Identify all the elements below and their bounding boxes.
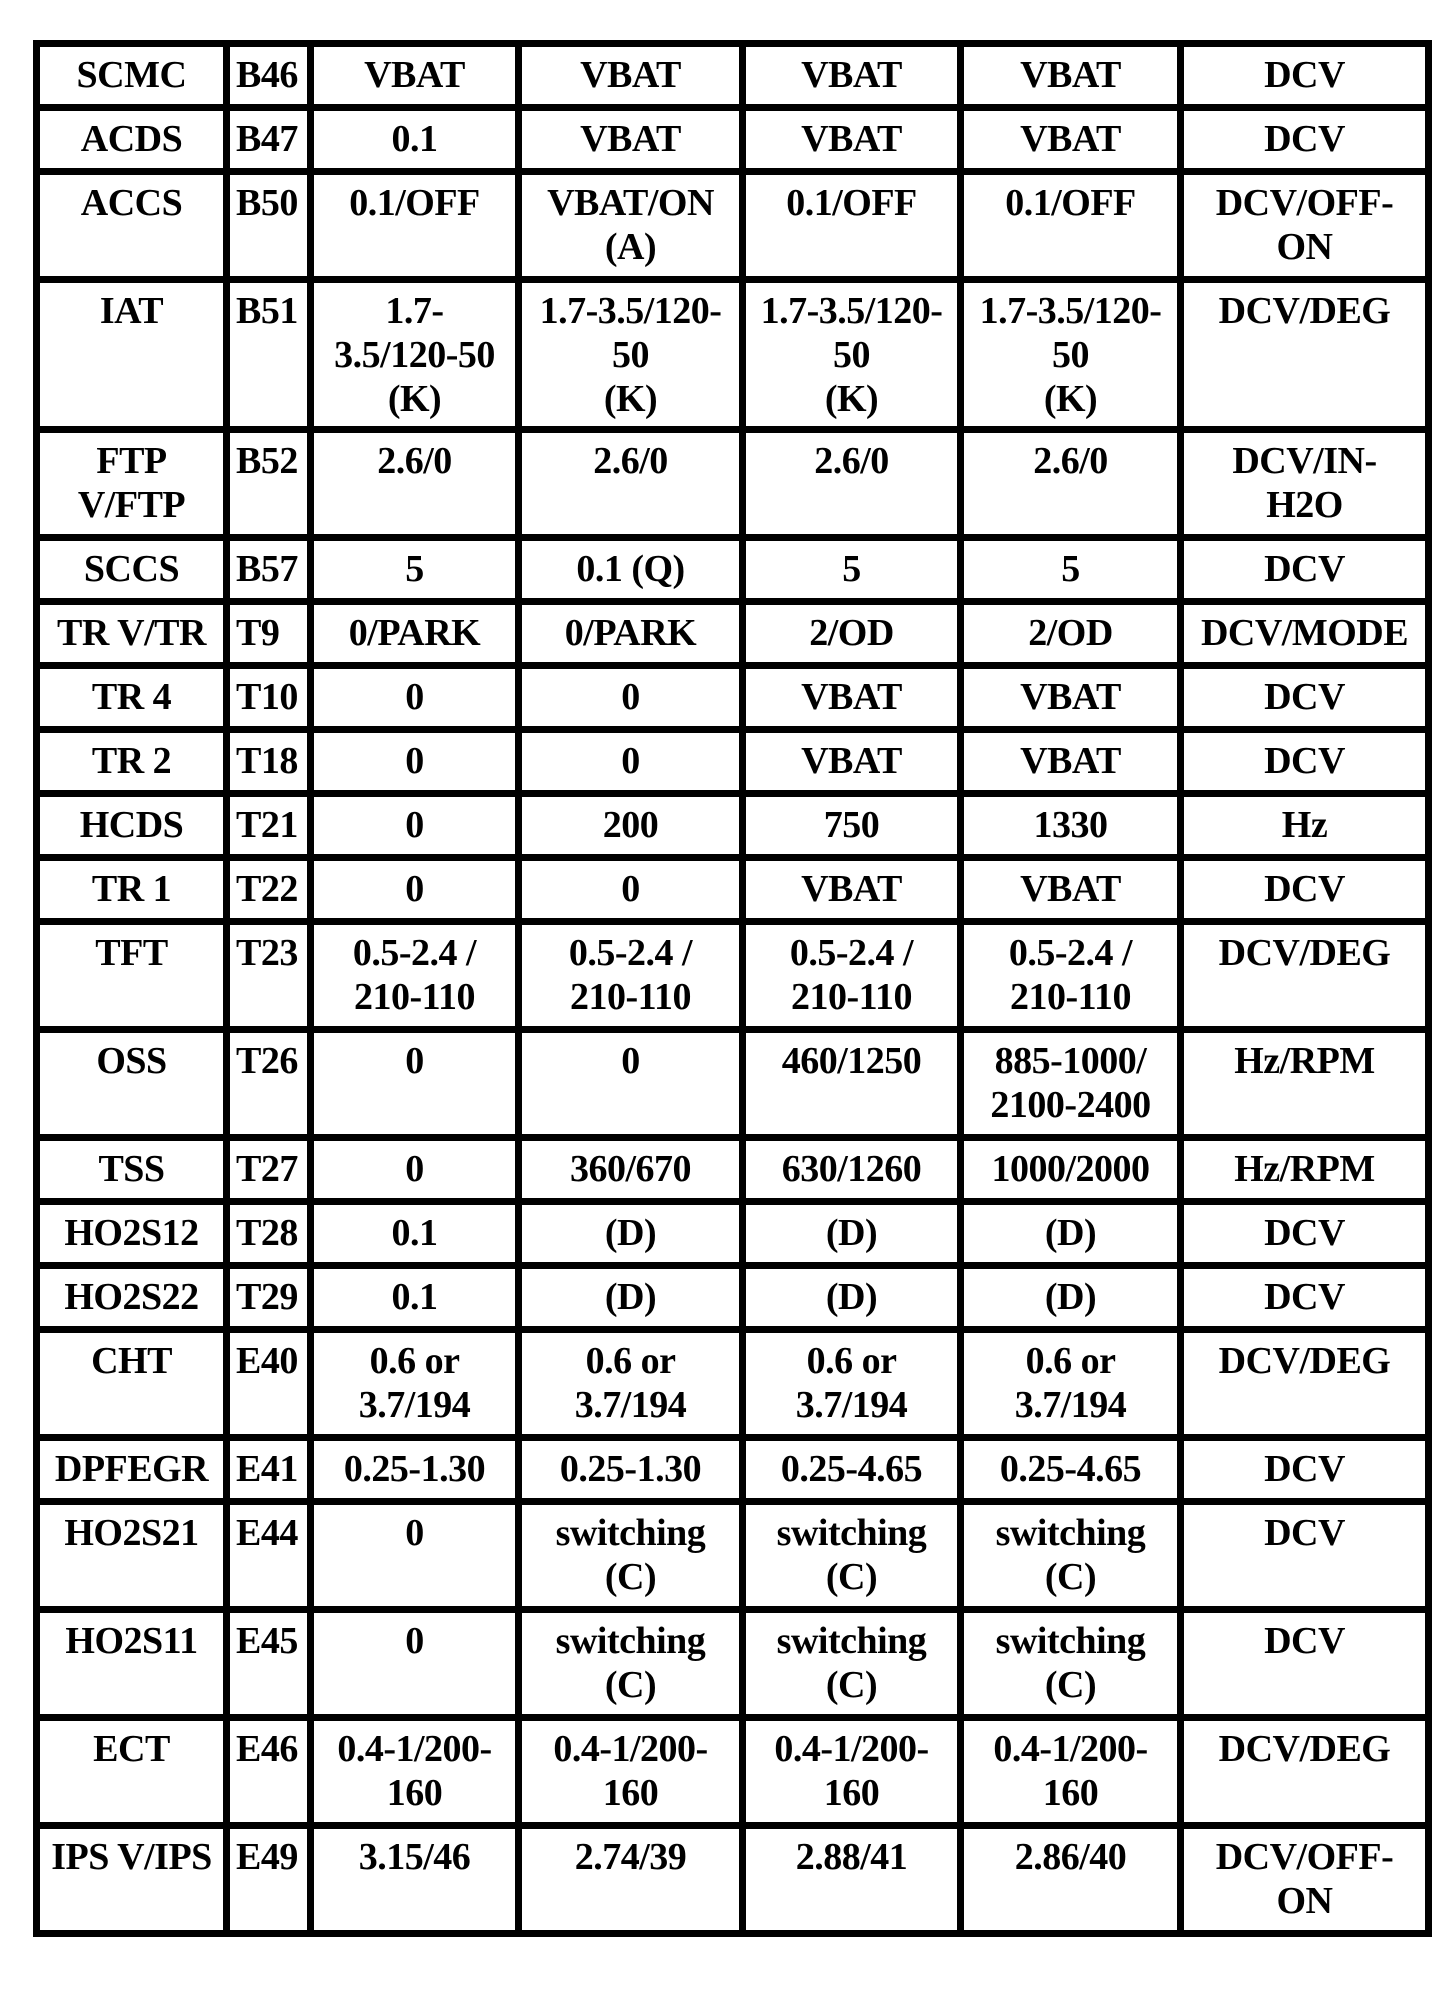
pid-name-cell: HO2S21: [37, 1502, 227, 1610]
value-cell-3: 5: [743, 538, 961, 602]
table-row: [37, 108, 1429, 172]
value-cell-4: 0.1/OFF: [961, 172, 1181, 280]
unit-cell: DCV: [1181, 44, 1429, 108]
pid-name-cell: HCDS: [37, 794, 227, 858]
value-cell-1: 0: [311, 1138, 519, 1202]
value-cell-1: 2.6/0: [311, 430, 519, 538]
value-cell-3: 0.1/OFF: [743, 172, 961, 280]
value-cell-4: (D): [961, 1202, 1181, 1266]
pid-name-cell: CHT: [37, 1330, 227, 1438]
value-cell-4: 0.5-2.4 / 210-110: [961, 922, 1181, 1030]
unit-cell: DCV/DEG: [1181, 280, 1429, 430]
pin-cell: T26: [227, 1030, 311, 1138]
value-cell-1: 0.25-1.30: [311, 1438, 519, 1502]
unit-cell: DCV/MODE: [1181, 602, 1429, 666]
value-cell-3: (D): [743, 1202, 961, 1266]
table-row: [37, 280, 1429, 430]
value-cell-4: 0.4-1/200- 160: [961, 1718, 1181, 1826]
table-row: [37, 858, 1429, 922]
value-cell-1: 3.15/46: [311, 1826, 519, 1934]
pid-name-cell: IAT: [37, 280, 227, 430]
value-cell-1: 0.4-1/200- 160: [311, 1718, 519, 1826]
value-cell-1: 0: [311, 1610, 519, 1718]
table-row: [37, 1610, 1429, 1718]
pin-cell: T21: [227, 794, 311, 858]
unit-cell: Hz/RPM: [1181, 1030, 1429, 1138]
value-cell-4: 2/OD: [961, 602, 1181, 666]
value-cell-2: 0.4-1/200- 160: [519, 1718, 743, 1826]
unit-cell: DCV: [1181, 1502, 1429, 1610]
value-cell-4: 885-1000/ 2100-2400: [961, 1030, 1181, 1138]
unit-cell: DCV: [1181, 1610, 1429, 1718]
unit-cell: DCV: [1181, 1266, 1429, 1330]
pin-cell: T23: [227, 922, 311, 1030]
table-row: [37, 1826, 1429, 1934]
value-cell-2: 0.25-1.30: [519, 1438, 743, 1502]
value-cell-1: 5: [311, 538, 519, 602]
value-cell-4: 0.6 or 3.7/194: [961, 1330, 1181, 1438]
pid-table-container: [33, 40, 1425, 1937]
unit-cell: DCV/IN- H2O: [1181, 430, 1429, 538]
value-cell-2: 360/670: [519, 1138, 743, 1202]
value-cell-1: 0.5-2.4 / 210-110: [311, 922, 519, 1030]
value-cell-3: 0.25-4.65: [743, 1438, 961, 1502]
pin-cell: T10: [227, 666, 311, 730]
value-cell-4: 2.6/0: [961, 430, 1181, 538]
pin-cell: T29: [227, 1266, 311, 1330]
unit-cell: Hz/RPM: [1181, 1138, 1429, 1202]
pin-cell: T22: [227, 858, 311, 922]
pid-name-cell: TR V/TR: [37, 602, 227, 666]
value-cell-1: 0.1: [311, 1202, 519, 1266]
value-cell-2: 0: [519, 666, 743, 730]
value-cell-4: VBAT: [961, 666, 1181, 730]
value-cell-3: 2/OD: [743, 602, 961, 666]
pid-name-cell: TSS: [37, 1138, 227, 1202]
table-row: [37, 44, 1429, 108]
pid-name-cell: FTP V/FTP: [37, 430, 227, 538]
value-cell-4: VBAT: [961, 858, 1181, 922]
value-cell-4: VBAT: [961, 730, 1181, 794]
pid-name-cell: SCMC: [37, 44, 227, 108]
pin-cell: E49: [227, 1826, 311, 1934]
pid-name-cell: ECT: [37, 1718, 227, 1826]
table-row: [37, 1330, 1429, 1438]
table-row: [37, 1266, 1429, 1330]
pid-name-cell: IPS V/IPS: [37, 1826, 227, 1934]
table-row: [37, 1030, 1429, 1138]
value-cell-3: 750: [743, 794, 961, 858]
pin-cell: T27: [227, 1138, 311, 1202]
unit-cell: DCV: [1181, 1438, 1429, 1502]
value-cell-4: 0.25-4.65: [961, 1438, 1181, 1502]
value-cell-2: 0: [519, 1030, 743, 1138]
value-cell-4: 1000/2000: [961, 1138, 1181, 1202]
value-cell-2: 0.1 (Q): [519, 538, 743, 602]
table-row: [37, 730, 1429, 794]
pid-name-cell: TR 1: [37, 858, 227, 922]
value-cell-4: 5: [961, 538, 1181, 602]
value-cell-4: 1330: [961, 794, 1181, 858]
unit-cell: DCV/OFF- ON: [1181, 1826, 1429, 1934]
value-cell-4: switching (C): [961, 1610, 1181, 1718]
pin-cell: T9: [227, 602, 311, 666]
unit-cell: DCV/DEG: [1181, 1718, 1429, 1826]
unit-cell: DCV: [1181, 666, 1429, 730]
value-cell-4: VBAT: [961, 108, 1181, 172]
value-cell-1: 0.1: [311, 108, 519, 172]
unit-cell: DCV/OFF- ON: [1181, 172, 1429, 280]
pid-name-cell: TR 4: [37, 666, 227, 730]
unit-cell: DCV/DEG: [1181, 922, 1429, 1030]
pin-cell: E44: [227, 1502, 311, 1610]
value-cell-1: VBAT: [311, 44, 519, 108]
value-cell-3: switching (C): [743, 1610, 961, 1718]
value-cell-1: 0/PARK: [311, 602, 519, 666]
value-cell-4: switching (C): [961, 1502, 1181, 1610]
value-cell-2: (D): [519, 1266, 743, 1330]
value-cell-3: switching (C): [743, 1502, 961, 1610]
value-cell-3: (D): [743, 1266, 961, 1330]
value-cell-2: 2.6/0: [519, 430, 743, 538]
value-cell-3: 0.6 or 3.7/194: [743, 1330, 961, 1438]
value-cell-2: VBAT/ON (A): [519, 172, 743, 280]
pid-name-cell: SCCS: [37, 538, 227, 602]
value-cell-1: 1.7- 3.5/120-50 (K): [311, 280, 519, 430]
unit-cell: DCV: [1181, 108, 1429, 172]
value-cell-2: 1.7-3.5/120- 50 (K): [519, 280, 743, 430]
table-row: [37, 922, 1429, 1030]
value-cell-2: 0: [519, 858, 743, 922]
table-row: [37, 1202, 1429, 1266]
unit-cell: DCV: [1181, 730, 1429, 794]
value-cell-3: 1.7-3.5/120- 50 (K): [743, 280, 961, 430]
pid-name-cell: ACCS: [37, 172, 227, 280]
value-cell-1: 0: [311, 794, 519, 858]
value-cell-3: 2.88/41: [743, 1826, 961, 1934]
pin-cell: E45: [227, 1610, 311, 1718]
pin-cell: B47: [227, 108, 311, 172]
value-cell-3: 0.4-1/200- 160: [743, 1718, 961, 1826]
table-body: [37, 44, 1429, 1934]
value-cell-4: 1.7-3.5/120- 50 (K): [961, 280, 1181, 430]
pid-name-cell: DPFEGR: [37, 1438, 227, 1502]
pin-cell: B46: [227, 44, 311, 108]
pid-name-cell: HO2S11: [37, 1610, 227, 1718]
pid-name-cell: HO2S12: [37, 1202, 227, 1266]
value-cell-3: VBAT: [743, 730, 961, 794]
table-row: [37, 430, 1429, 538]
table-row: [37, 1502, 1429, 1610]
value-cell-1: 0.1/OFF: [311, 172, 519, 280]
value-cell-1: 0.1: [311, 1266, 519, 1330]
value-cell-2: 0/PARK: [519, 602, 743, 666]
value-cell-1: 0: [311, 730, 519, 794]
value-cell-4: VBAT: [961, 44, 1181, 108]
pin-cell: E40: [227, 1330, 311, 1438]
value-cell-4: 2.86/40: [961, 1826, 1181, 1934]
value-cell-3: 630/1260: [743, 1138, 961, 1202]
value-cell-2: 0.6 or 3.7/194: [519, 1330, 743, 1438]
table-row: [37, 602, 1429, 666]
unit-cell: DCV: [1181, 858, 1429, 922]
value-cell-2: VBAT: [519, 44, 743, 108]
table-row: [37, 666, 1429, 730]
pid-name-cell: HO2S22: [37, 1266, 227, 1330]
unit-cell: Hz: [1181, 794, 1429, 858]
value-cell-3: VBAT: [743, 44, 961, 108]
table-row: [37, 172, 1429, 280]
table-row: [37, 794, 1429, 858]
value-cell-1: 0: [311, 1030, 519, 1138]
pin-cell: B52: [227, 430, 311, 538]
pid-name-cell: TFT: [37, 922, 227, 1030]
pid-name-cell: OSS: [37, 1030, 227, 1138]
value-cell-3: 0.5-2.4 / 210-110: [743, 922, 961, 1030]
value-cell-1: 0: [311, 666, 519, 730]
value-cell-3: VBAT: [743, 108, 961, 172]
table-row: [37, 1138, 1429, 1202]
table-row: [37, 1438, 1429, 1502]
value-cell-2: 200: [519, 794, 743, 858]
pin-cell: B57: [227, 538, 311, 602]
pid-name-cell: TR 2: [37, 730, 227, 794]
value-cell-3: 460/1250: [743, 1030, 961, 1138]
value-cell-3: VBAT: [743, 666, 961, 730]
value-cell-2: switching (C): [519, 1502, 743, 1610]
pin-cell: E41: [227, 1438, 311, 1502]
value-cell-1: 0.6 or 3.7/194: [311, 1330, 519, 1438]
value-cell-1: 0: [311, 1502, 519, 1610]
value-cell-3: VBAT: [743, 858, 961, 922]
value-cell-2: 0.5-2.4 / 210-110: [519, 922, 743, 1030]
value-cell-2: switching (C): [519, 1610, 743, 1718]
value-cell-2: (D): [519, 1202, 743, 1266]
value-cell-2: VBAT: [519, 108, 743, 172]
value-cell-3: 2.6/0: [743, 430, 961, 538]
unit-cell: DCV: [1181, 538, 1429, 602]
value-cell-1: 0: [311, 858, 519, 922]
value-cell-2: 2.74/39: [519, 1826, 743, 1934]
pin-cell: T18: [227, 730, 311, 794]
value-cell-4: (D): [961, 1266, 1181, 1330]
pin-cell: B50: [227, 172, 311, 280]
pin-cell: T28: [227, 1202, 311, 1266]
unit-cell: DCV: [1181, 1202, 1429, 1266]
table-row: [37, 538, 1429, 602]
table-row: [37, 1718, 1429, 1826]
pin-cell: B51: [227, 280, 311, 430]
pid-name-cell: ACDS: [37, 108, 227, 172]
pin-cell: E46: [227, 1718, 311, 1826]
value-cell-2: 0: [519, 730, 743, 794]
unit-cell: DCV/DEG: [1181, 1330, 1429, 1438]
pid-values-table: [33, 40, 1432, 1937]
